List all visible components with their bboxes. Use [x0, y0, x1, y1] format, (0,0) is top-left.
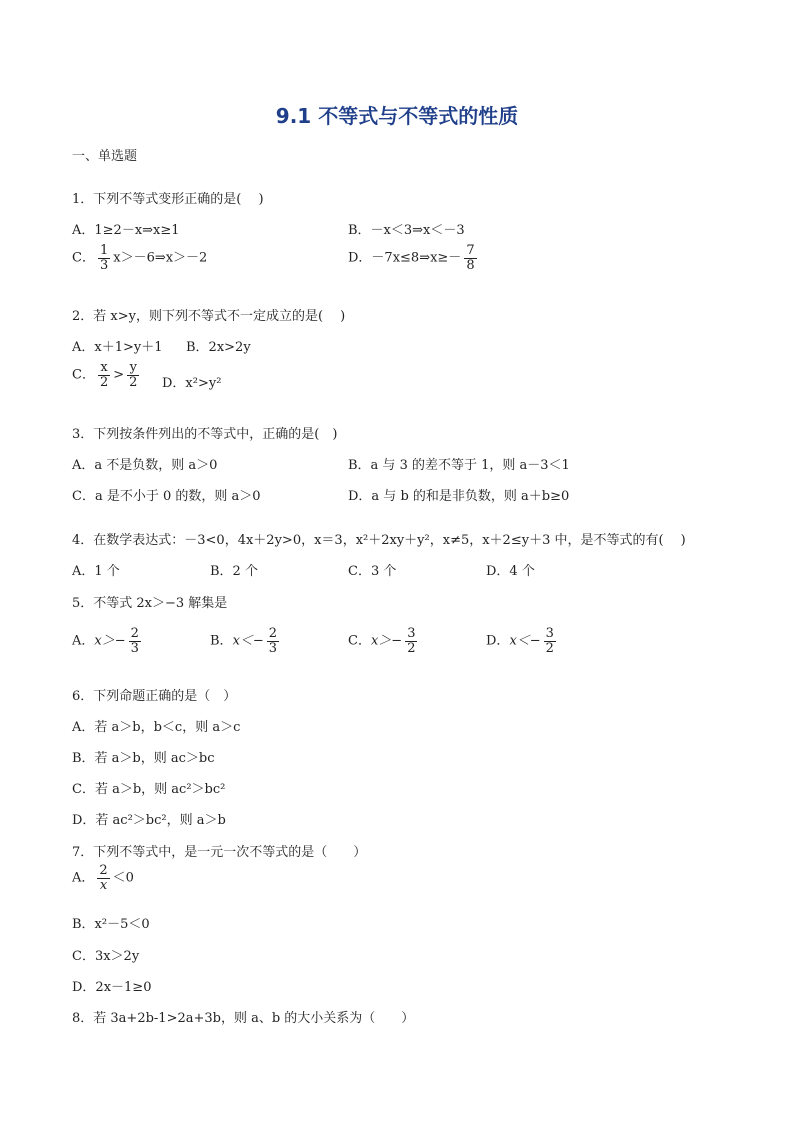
q5-option-b: [210, 627, 282, 655]
q7-a-suffix: ＜0: [112, 870, 134, 886]
q3-option-c: C．a 是不小于 0 的数，则 a＞0: [72, 489, 261, 504]
q5-a-denominator: 3: [130, 640, 139, 656]
q2-c-operator: >: [113, 367, 125, 383]
q2-option-b: B．2x>2y: [186, 340, 251, 355]
question-2-stem: 2．若 x>y，则下列不等式不一定成立的是( ): [72, 309, 346, 324]
q5-a-relation: x＞−: [94, 633, 126, 649]
q2-option-d: D．x²>y²: [162, 376, 222, 391]
question-1-stem: 1．下列不等式变形正确的是( ): [72, 192, 264, 207]
q6-option-b: B．若 a＞b，则 ac＞bc: [72, 751, 215, 766]
q5-b-fraction: [267, 627, 279, 655]
q5-b-prefix: B．: [210, 633, 233, 649]
q1-d-fraction: [464, 244, 476, 272]
q1-c-prefix: C．: [72, 250, 95, 266]
q7-option-a: [72, 864, 134, 892]
q4-option-c: C．3 个: [348, 564, 397, 579]
q4-option-a: A．1 个: [72, 564, 120, 579]
question-4-stem: 4．在数学表达式：－3<0，4x＋2y>0，x＝3，x²＋2xy＋y²，x≠5，x＋2≤y＋3 中，是不等式的有( ): [72, 533, 686, 548]
q5-d-denominator: 2: [545, 640, 554, 656]
q1-c-suffix: x＞－6⇒x＞－2: [113, 250, 208, 266]
q5-option-d: [486, 627, 559, 655]
q5-a-prefix: A．: [72, 633, 95, 649]
q1-c-fraction: [98, 244, 110, 272]
q3-option-a: A．a 不是负数，则 a＞0: [72, 458, 218, 473]
q3-option-b: B．a 与 3 的差不等于 1，则 a－3＜1: [348, 458, 570, 473]
q7-a-fraction: [97, 864, 109, 892]
q7-a-denominator: x: [99, 877, 108, 893]
q1-d-denominator: 8: [466, 257, 475, 273]
question-3-stem: 3．下列按条件列出的不等式中，正确的是( ): [72, 427, 338, 442]
q2-c-numerator-x: x: [98, 361, 110, 376]
q2-c-numerator-y: y: [127, 361, 139, 376]
q2-c-fraction-y: [127, 361, 139, 389]
q6-option-c: C．若 a＞b，则 ac²＞bc²: [72, 782, 226, 797]
q2-c-prefix: C．: [72, 367, 95, 383]
q5-d-numerator: 3: [545, 626, 554, 641]
q5-c-prefix: C．: [348, 633, 371, 649]
q1-d-prefix: D．－7x≤8⇒x≥－: [348, 250, 462, 266]
q2-c-denominator-y: 2: [129, 374, 138, 390]
q1-c-numerator: 1: [99, 243, 109, 258]
q5-b-relation: x＜−: [232, 633, 264, 649]
q2-option-a: A．x＋1>y＋1: [72, 340, 163, 355]
q5-d-prefix: D．: [486, 633, 510, 649]
page-title: 9.1 不等式与不等式的性质: [275, 104, 519, 128]
q1-option-b: B．－x＜3⇒x＜－3: [348, 223, 465, 238]
q3-option-d: D．a 与 b 的和是非负数，则 a＋b≥0: [348, 489, 570, 504]
q1-option-a: A．1≥2－x⇒x≥1: [72, 223, 180, 238]
q7-a-prefix: A．: [72, 870, 95, 886]
q1-option-d: [348, 244, 480, 272]
q7-option-b: B．x²－5＜0: [72, 917, 150, 932]
q4-option-d: D．4 个: [486, 564, 535, 579]
q5-option-c: [348, 627, 420, 655]
q2-c-fraction-x: [98, 361, 110, 389]
q4-option-b: B．2 个: [210, 564, 258, 579]
q1-c-denominator: 3: [99, 257, 109, 273]
question-6-stem: 6．下列命题正确的是（ ）: [72, 689, 237, 704]
q6-option-a: A．若 a＞b，b＜c，则 a＞c: [72, 720, 241, 735]
q5-b-denominator: 3: [268, 640, 278, 656]
question-8-stem: 8．若 3a+2b-1>2a+3b，则 a、b 的大小关系为（ ）: [72, 1011, 415, 1026]
section-heading: 一、单选题: [72, 149, 138, 164]
q5-a-numerator: 2: [130, 626, 139, 641]
q5-d-relation: x＜−: [509, 633, 541, 649]
q1-d-numerator: 7: [466, 243, 475, 258]
q5-c-fraction: [405, 627, 417, 655]
q5-option-a: [72, 627, 144, 655]
q5-a-fraction: [129, 627, 141, 655]
q5-c-denominator: 2: [407, 640, 416, 656]
q7-option-d: D．2x－1≥0: [72, 980, 152, 995]
q5-b-numerator: 2: [268, 626, 278, 641]
question-7-stem: 7．下列不等式中，是一元一次不等式的是（ ）: [72, 845, 367, 860]
q2-option-c: [72, 361, 142, 389]
question-5-stem: 5．不等式 2x＞−3 解集是: [72, 596, 228, 611]
q2-c-denominator-x: 2: [99, 374, 109, 390]
q6-option-d: D．若 ac²＞bc²，则 a＞b: [72, 813, 226, 828]
q5-d-fraction: [544, 627, 556, 655]
q5-c-numerator: 3: [407, 626, 416, 641]
q7-option-c: C．3x＞2y: [72, 949, 140, 964]
q7-a-numerator: 2: [99, 863, 108, 878]
q5-c-relation: x＞−: [370, 633, 403, 649]
q1-option-c: [72, 244, 207, 272]
